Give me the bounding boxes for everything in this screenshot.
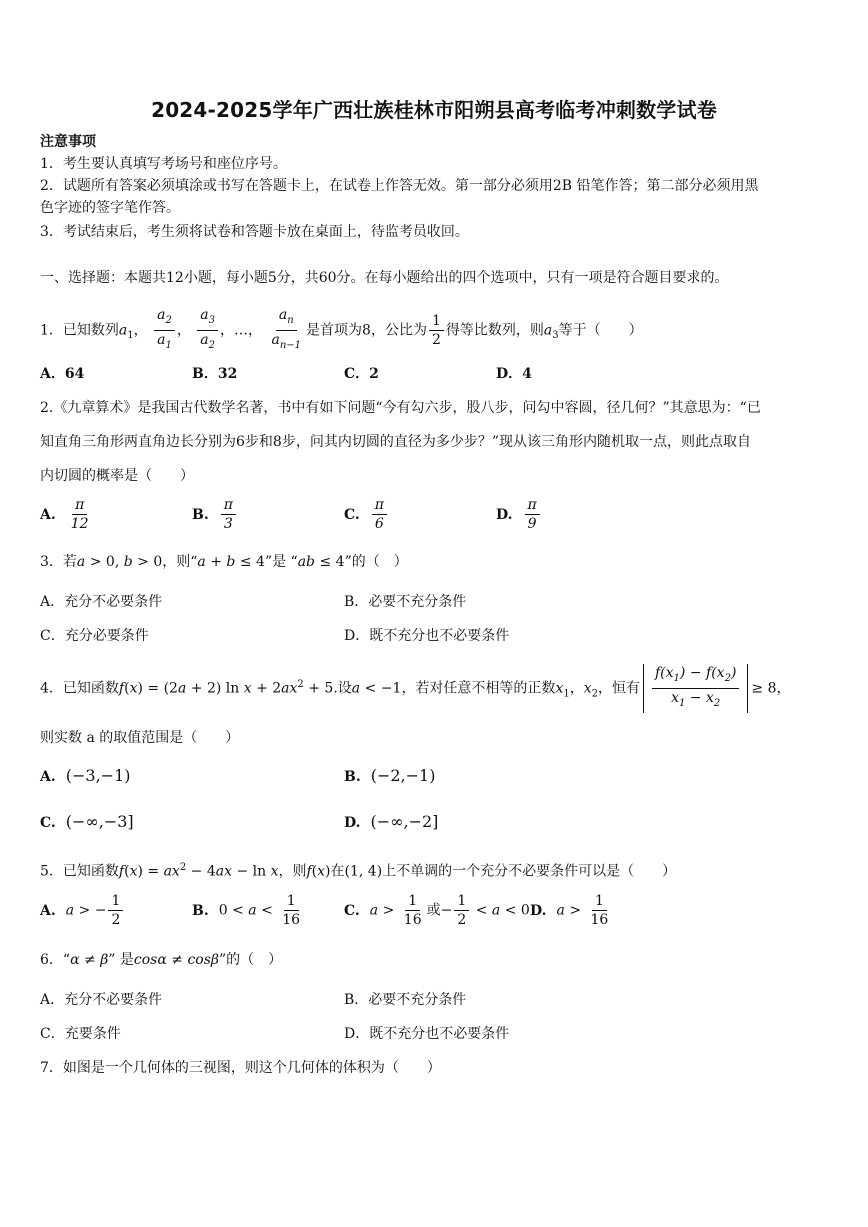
q3-option-c: C．充分必要条件 (40, 628, 149, 644)
q4-option-d: D. (−∞,−2] (344, 812, 439, 831)
question-4: 4．已知函数f(x) = (2a + 2) $\ln x + 2ax^2 + 5$.设a < −1，若对任意不相等的正数$x_1$，$x_2$，恒有 $\frac{f(x_1) - f(x_2)}{x_1 - x_2}$ ≥ 8， (40, 662, 791, 717)
q2-option-b: B. $\frac{\pi}{3}$ (192, 496, 238, 533)
question-7: 7．如图是一个几何体的三视图，则这个几何体的体积为（ ） (40, 1060, 441, 1076)
section-heading: 一、选择题：本题共12小题，每小题5分，共60分。在每小题给出的四个选项中，只有一项是符合题目要求的。 (40, 270, 729, 286)
q3-option-b: B．必要不充分条件 (344, 594, 467, 610)
notes-heading: 注意事项 (40, 134, 96, 150)
q6-option-a: A．充分不必要条件 (40, 992, 163, 1008)
q1-text: 1．已知数列 (40, 322, 119, 339)
q2-line: 2.《九章算术》是我国古代数学名著，书中有如下问题“今有勾六步，股八步，问勾中容圆，径几何？”其意思为：“已 (40, 400, 761, 416)
q1-frac-a2a1: $\frac{a_2}{a_1}$ (154, 306, 175, 355)
q1-option-c: C．2 (344, 366, 379, 382)
question-3: 3．若a > 0, b > 0，则“a + b ≤ 4”是 “ab ≤ 4”的（ ） (40, 554, 408, 570)
q4-text: 则实数 a 的取值范围是（ ） (40, 730, 240, 746)
q5-option-a: A. a > − $\frac{1}{2}$ (40, 892, 125, 929)
q1-text: 得等比数列，则 (445, 322, 544, 339)
question-5: 5．已知函数$f(x) = ax^2 - 4ax - \ln x$，则f(x)在(1, 4)上不单调的一个充分不必要条件可以是（ ） (40, 862, 677, 880)
note-item: 色字迹的签字笔作答。 (40, 200, 180, 216)
q1-option-d: D．4 (496, 366, 532, 382)
q6-option-c: C．充要条件 (40, 1026, 121, 1042)
q2-option-d: D. $\frac{\pi}{9}$ (496, 496, 542, 533)
note-item: 1．考生要认真填写考场号和座位序号。 (40, 156, 287, 172)
q2-line: 内切圆的概率是（ ） (40, 468, 194, 484)
note-item: 2．试题所有答案必须填涂或书写在答题卡上，在试卷上作答无效。第一部分必须用2B 铅笔作答；第二部分必须用黑 (40, 178, 759, 194)
q3-option-a: A．充分不必要条件 (40, 594, 163, 610)
question-1: 1．已知数列$a_1$， $\frac{a_2}{a_1}$ ， $\frac{a_3}{a_2}$ ，…， $\frac{a_n}{a_{n-1}}$ 是首项为8，公比为 $\frac{1}{2}$ 得等比数列，则$a_3$等于（ ） (40, 306, 643, 355)
q1-frac-an: $\frac{a_n}{a_{n-1}}$ (271, 307, 302, 351)
question-6: 6．“α ≠ β” 是cosα ≠ cosβ”的（ ） (40, 952, 283, 968)
q5-option-c: C. a > $\frac{1}{16}$ 或− $\frac{1}{2}$ < a < 0 (344, 893, 530, 928)
q1-option-a: A．64 (40, 366, 85, 382)
q1-frac-half: $\frac{1}{2}$ (429, 312, 444, 349)
q2-line: 知直角三角形两直角边长分别为6步和8步，问其内切圆的直径为多少步？”现从该三角形内随机取一点，则此点取自 (40, 434, 751, 450)
q2-option-a: A. $\frac{\pi}{12}$ (40, 497, 89, 532)
q2-option-c: C. $\frac{\pi}{6}$ (344, 496, 389, 533)
q3-option-d: D．既不充分也不必要条件 (344, 628, 510, 644)
q4-option-c: C. (−∞,−3] (40, 812, 134, 831)
q1-text: 是首项为8，公比为 (306, 322, 427, 339)
q1-option-b: B．32 (192, 366, 238, 382)
q4-option-b: B. (−2,−1) (344, 766, 436, 785)
q5-option-d: D. a > $\frac{1}{16}$ (530, 893, 609, 928)
q1-frac-a3a2: $\frac{a_3}{a_2}$ (197, 306, 218, 355)
q6-option-d: D．既不充分也不必要条件 (344, 1026, 510, 1042)
q1-text: 等于（ ） (558, 322, 643, 339)
q4-option-a: A. (−3,−1) (40, 766, 131, 785)
note-item: 3．考试结束后，考生须将试卷和答题卡放在桌面上，待监考员收回。 (40, 224, 469, 240)
page-title: 2024-2025学年广西壮族桂林市阳朔县高考临考冲刺数学试卷 (151, 98, 717, 122)
q6-option-b: B．必要不充分条件 (344, 992, 467, 1008)
q5-option-b: B. 0 < a < $\frac{1}{16}$ (192, 893, 301, 928)
